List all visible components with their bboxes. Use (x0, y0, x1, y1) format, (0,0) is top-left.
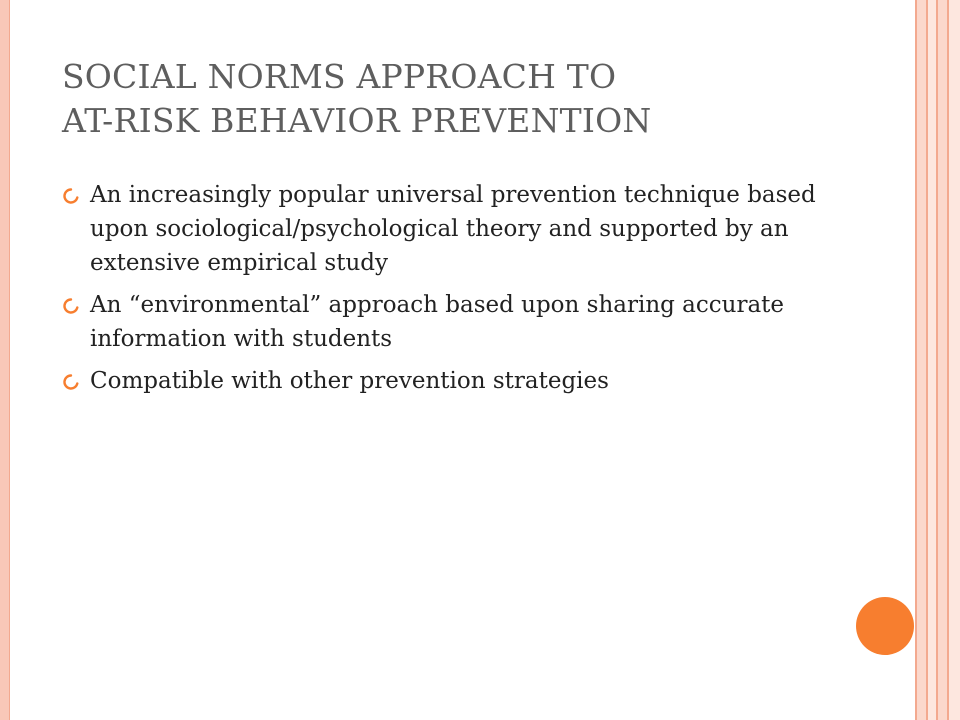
stripe (928, 0, 936, 720)
slide-title-line-1: SOCIAL NORMS APPROACH TO (62, 57, 617, 96)
left-border-decoration (0, 0, 9, 720)
slide-title-line-2: AT-RISK BEHAVIOR PREVENTION (62, 101, 652, 140)
bullet-list (62, 178, 862, 406)
right-stripe-decoration (915, 0, 960, 720)
bullet-text: An “environmental” approach based upon sharing accurate information with students (90, 292, 785, 352)
bullet-text: An increasingly popular universal prevention technique based upon sociological/psychological theory and supported by an extensive empirical study (90, 182, 816, 276)
bullet-item (62, 364, 862, 398)
orange-circle-decoration (856, 597, 914, 655)
orange-ring-bullet-icon (62, 373, 80, 391)
stripe (938, 0, 947, 720)
stripe (917, 0, 926, 720)
orange-ring-bullet-icon (62, 297, 80, 315)
orange-ring-bullet-icon (62, 187, 80, 205)
bullet-item (62, 288, 862, 356)
stripe (949, 0, 960, 720)
bullet-text: Compatible with other prevention strategies (90, 368, 609, 394)
slide-title (62, 55, 882, 143)
bullet-item (62, 178, 862, 280)
